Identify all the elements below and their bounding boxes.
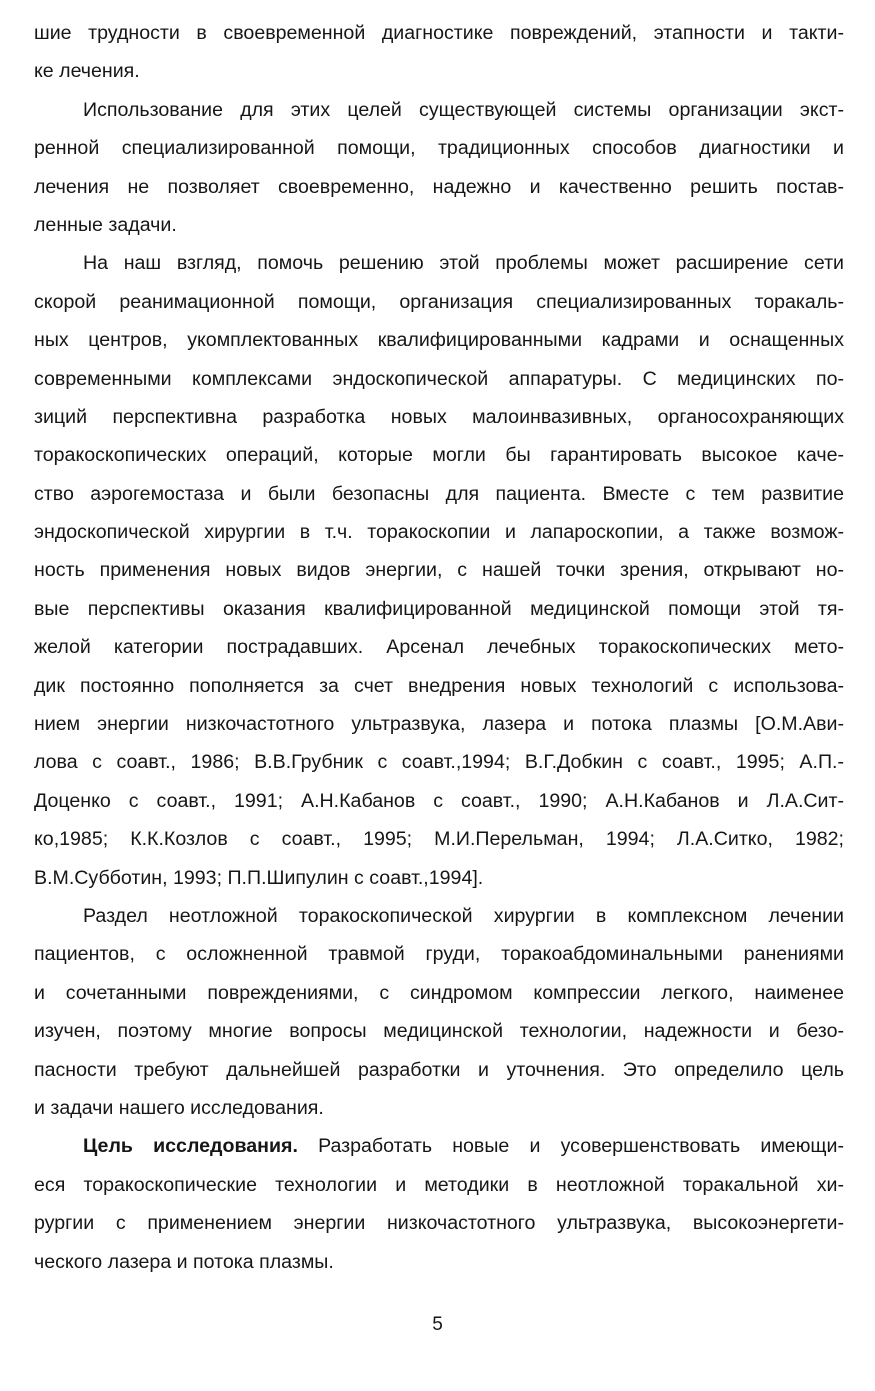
paragraph-1 [34,14,844,91]
text-line: вые перспективы оказания квалифицированной медицинской помощи этой тя- [34,597,844,620]
text-line: ке лечения. [34,60,140,83]
text-line: Доценко с соавт., 1991; А.Н.Кабанов с соавт., 1990; А.Н.Кабанов и Л.А.Сит- [34,789,844,812]
paragraph-3 [34,244,844,897]
paragraph-2 [34,91,844,245]
text-line: шие трудности в своевременной диагностике повреждений, этапности и такти- [34,22,844,44]
text-line: нием энергии низкочастотного ультразвука, лазера и потока плазмы [О.М.Ави- [34,713,844,736]
text-line: Раздел неотложной торакоскопической хирургии в комплексном лечении [83,904,844,927]
goal-heading: Цель исследования. [83,1135,298,1158]
text-line: рургии с применением энергии низкочастотного ультразвука, высокоэнергети- [34,1212,844,1235]
text-line: современными комплексами эндоскопической аппаратуры. С медицинских по- [34,367,844,390]
text-line: пасности требуют дальнейшей разработки и уточнения. Это определило цель [34,1058,844,1081]
text-line: ко,1985; К.К.Козлов с соавт., 1995; М.И.Перельман, 1994; Л.А.Ситко, 1982; [34,828,844,851]
text-line: ность применения новых видов энергии, с нашей точки зрения, открывают но- [34,559,844,582]
text-line: В.М.Субботин, 1993; П.П.Шипулин с соавт.,1994]. [34,866,484,889]
text-line: еся торакоскопические технологии и методики в неотложной торакальной хи- [34,1173,844,1196]
goal-text: Разработать новые и усовершенствовать имеющи- [297,1135,844,1158]
text-line: ческого лазера и потока плазмы. [34,1250,334,1273]
text-line: желой категории пострадавших. Арсенал лечебных торакоскопических мето- [34,636,844,659]
paragraph-goal [34,1127,844,1281]
text-line: и задачи нашего исследования. [34,1096,324,1119]
text-line: ренной специализированной помощи, традиционных способов диагностики и [34,137,844,160]
text-line: торакоскопических операций, которые могли бы гарантировать высокое каче- [34,444,844,467]
text-line: лечения не позволяет своевременно, надежно и качественно решить постав- [34,175,844,198]
text-line [34,1127,844,1165]
text-line: эндоскопической хирургии в т.ч. торакоскопии и лапароскопии, а также возмож- [34,521,844,544]
text-line: пациентов, с осложненной травмой груди, торакоабдоминальными ранениями [34,943,844,966]
page-number: 5 [432,1314,443,1335]
text-line: и сочетанными повреждениями, с синдромом компрессии легкого, наименее [34,981,844,1004]
text-line: На наш взгляд, помочь решению этой проблемы может расширение сети [83,252,844,275]
paragraph-4 [34,897,844,1127]
text-line: дик постоянно пополняется за счет внедрения новых технологий с использова- [34,674,844,697]
text-line: ленные задачи. [34,213,177,236]
text-line: ных центров, укомплектованных квалифицированными кадрами и оснащенных [34,329,844,352]
document-page [34,14,844,1281]
text-line: скорой реанимационной помощи, организация специализированных торакаль- [34,290,844,313]
text-line: зиций перспективна разработка новых малоинвазивных, органосохраняющих [34,405,844,428]
text-line: ство аэрогемостаза и были безопасны для пациента. Вместе с тем развитие [34,482,844,505]
text-line: Использование для этих целей существующей системы организации экст- [83,98,844,121]
text-line: лова с соавт., 1986; В.В.Грубник с соавт.,1994; В.Г.Добкин с соавт., 1995; А.П.- [34,751,844,774]
text-line: изучен, поэтому многие вопросы медицинской технологии, надежности и безо- [34,1020,844,1043]
